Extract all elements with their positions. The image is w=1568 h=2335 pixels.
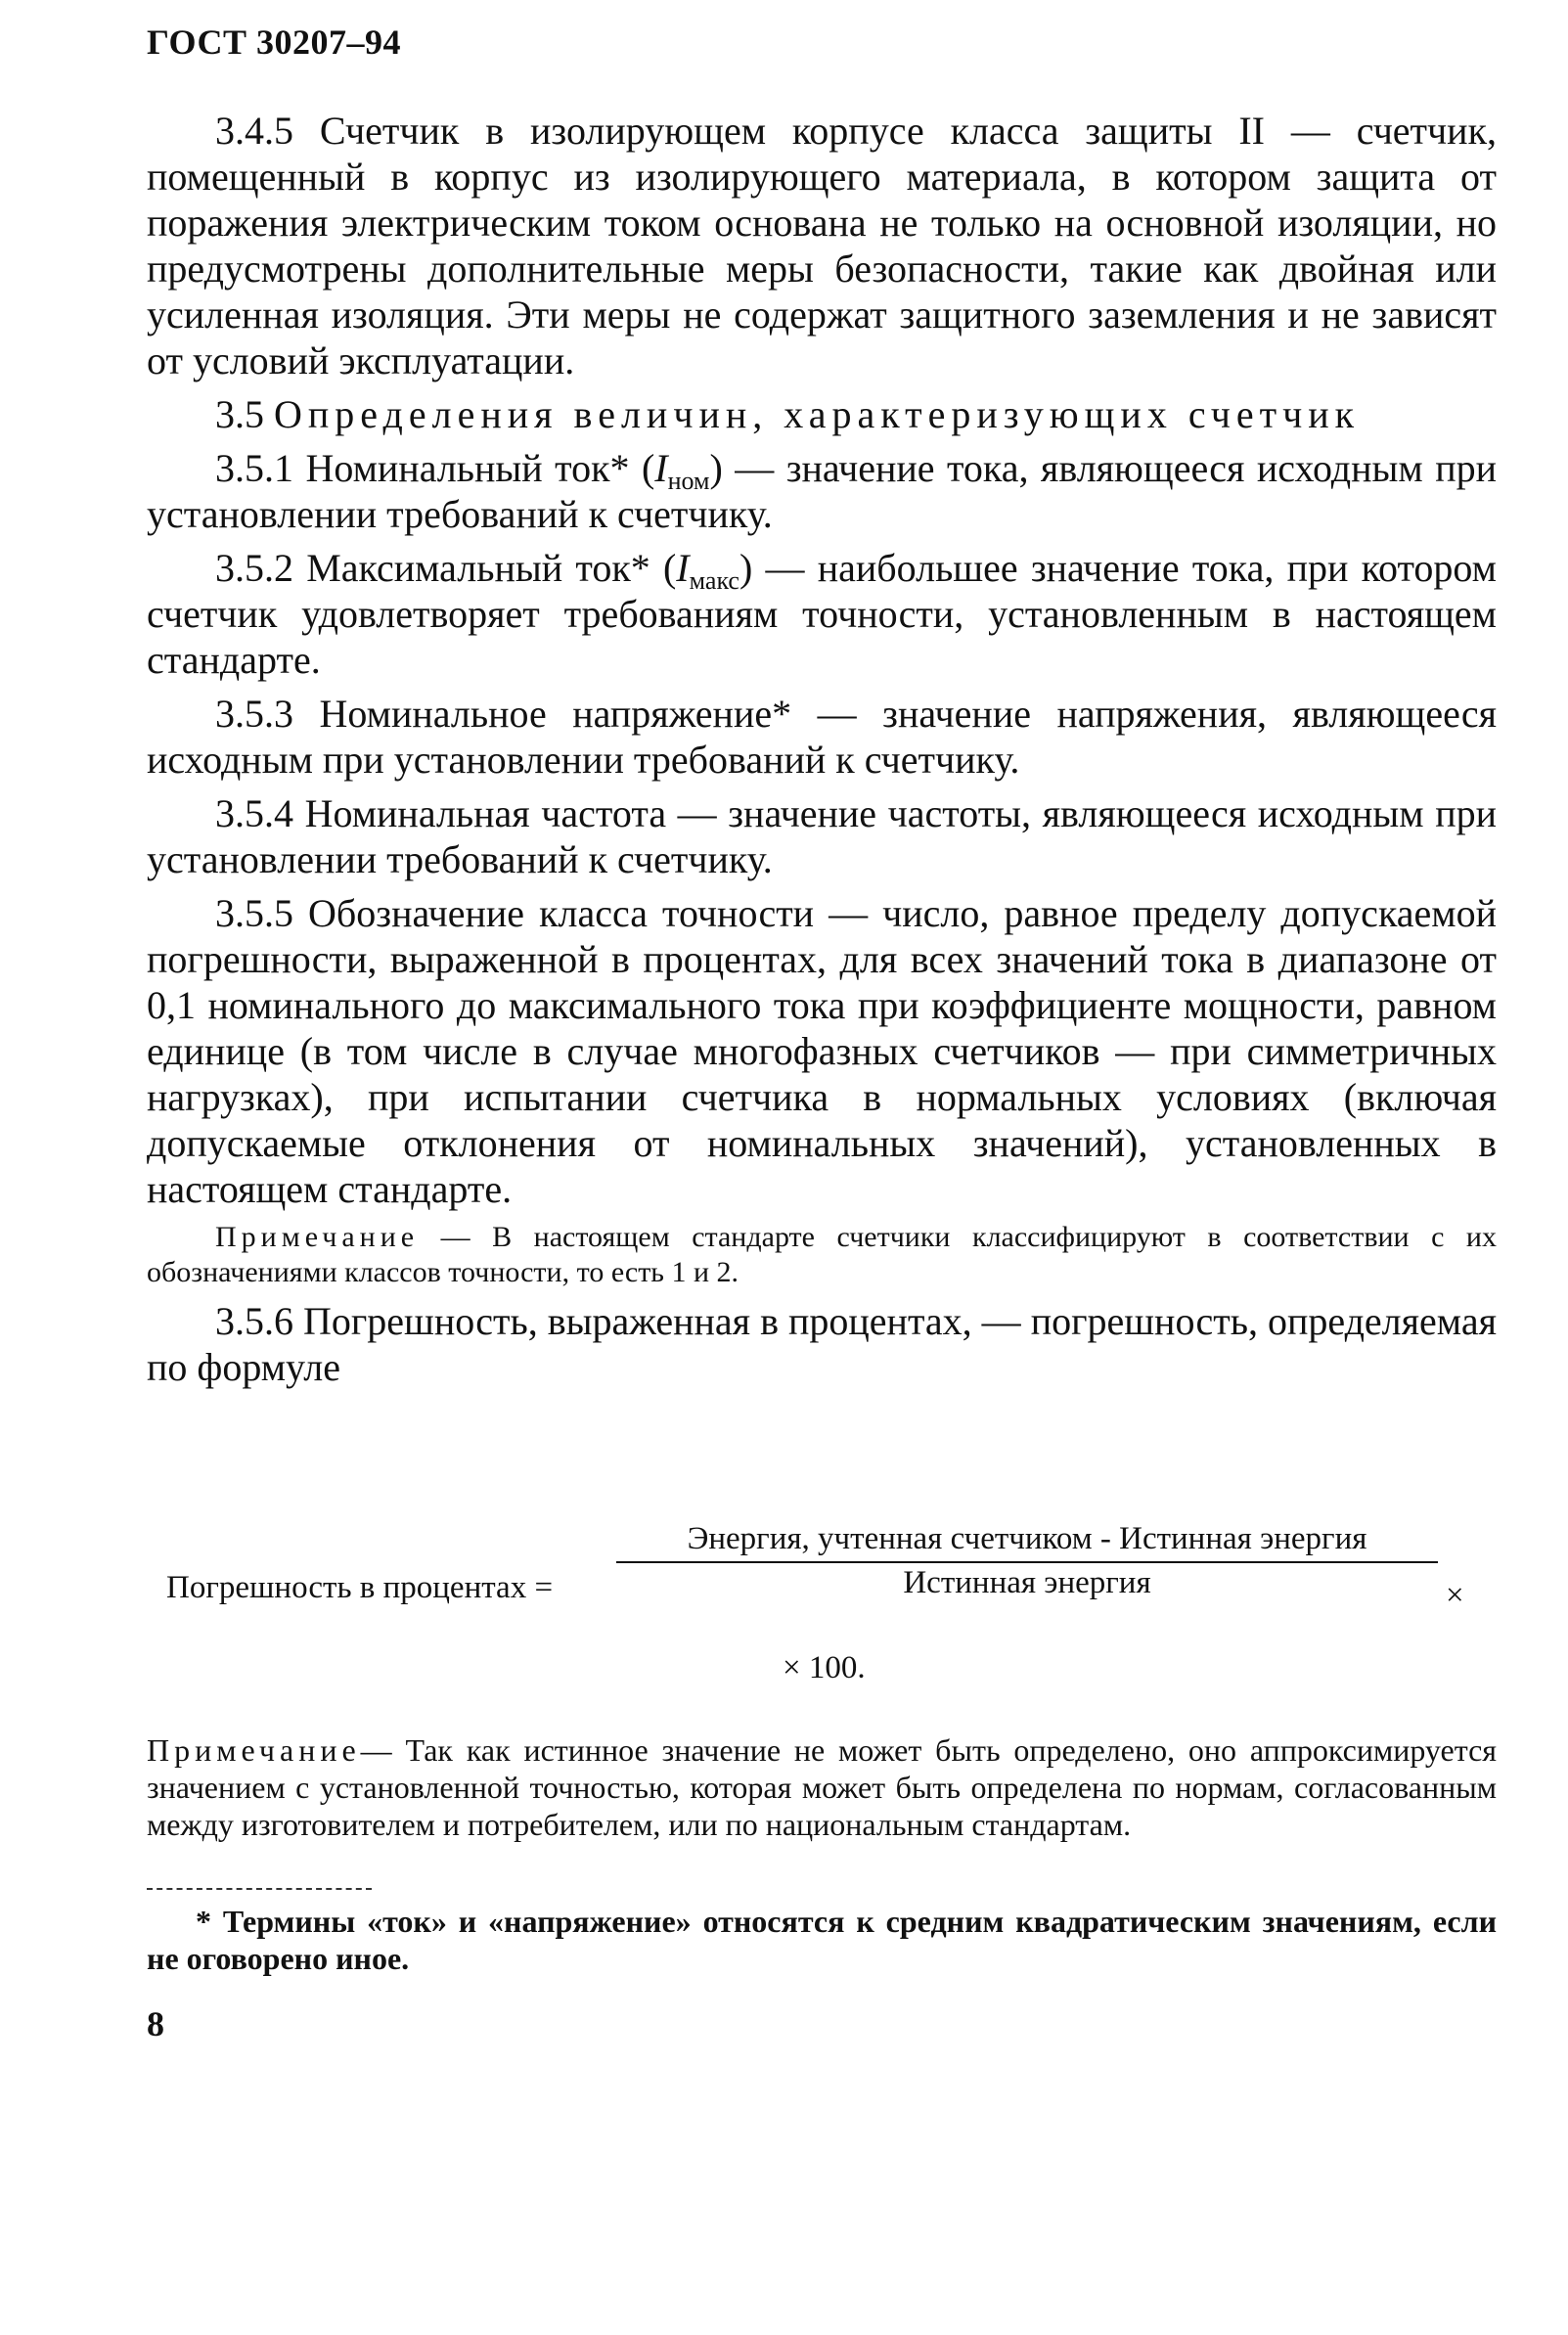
footnote-divider [147,1888,372,1890]
page-header: ГОСТ 30207–94 [147,22,401,62]
paragraph-3-5-2 [147,545,1497,683]
formula-lhs: Погрешность в процентах = [166,1570,554,1605]
document-body [147,108,1497,1398]
note-text: — Так как истинное значение не может быть определено, оно аппроксимируется значением с установленной точностью, которая может быть определена по нормам, согласованным между изготовителем и потребителем, или по национальным стандартам. [147,1732,1497,1842]
paragraph-3-5-1 [147,445,1497,537]
p351-start: 3.5.1 Номинальный ток* ( [215,446,655,490]
formula-times: × [1446,1578,1464,1613]
paragraph-3-5-5: 3.5.5 Обозначение класса точности — число, равное пределу допускаемой погрешности, выраженной в процентах, для всех значений тока в диапазоне от 0,1 номинального до максимального тока при коэффициенте мощности, равном единице (в том числе в случае многофазных счетчиков — при симметричных нагрузках), при испытании счетчика в нормальных условиях (включая допускаемые отклонения от номинальных значений), установленных в настоящем стандарте. [147,891,1497,1211]
formula-numerator: Энергия, учтенная счетчиком - Истинная энергия [687,1521,1367,1556]
formula-fraction [616,1521,1438,1601]
note-2 [147,1731,1497,1843]
current-subscript: макс [689,566,739,595]
formula-denominator: Истинная энергия [903,1565,1151,1600]
paragraph-3-5-4: 3.5.4 Номинальная частота — значение частоты, являющееся исходным при установлении требований к счетчику. [147,791,1497,881]
p352-start: 3.5.2 Максимальный ток* ( [215,546,677,590]
current-subscript: ном [667,467,710,495]
p352-end: ) — наибольшее значение тока, при котором счетчик удовлетворяет требованиям точности, установленным в настоящем стандарте. [147,546,1497,682]
note-label: Примечание [147,1732,361,1768]
page-number: 8 [147,2004,164,2043]
current-symbol: I [654,446,668,490]
note-label: Примечание [215,1221,420,1253]
paragraph-3-5-6: 3.5.6 Погрешность, выраженная в процентах, — погрешность, определяемая по формуле [147,1299,1497,1389]
error-formula [0,1521,1568,1697]
paragraph-3-4-5: 3.4.5 Счетчик в изолирующем корпусе класса защиты II — счетчик, помещенный в корпус из изолирующего материала, в котором защита от поражения электрическим током основана не только на основной изоляции, но предусмотрены дополнительные меры безопасности, такие как двойная или усиленная изоляция. Эти меры не содержат защитного заземления и не зависят от условий эксплуатации. [147,109,1497,382]
section-title: Определения величин, характеризующих счетчик [274,392,1361,436]
current-symbol: I [676,546,690,590]
note-1 [147,1220,1497,1290]
paragraph-3-5-3: 3.5.3 Номинальное напряжение* — значение напряжения, являющееся исходным при установлении требований к счетчику. [147,692,1497,782]
p351-end: ) — значение тока, являющееся исходным при установлении требований к счетчику. [147,446,1498,536]
note-text: — В настоящем стандарте счетчики классифицируют в соответствии с их обозначениями классов точности, то есть 1 и 2. [147,1221,1497,1288]
footnote: * Термины «ток» и «напряжение» относятся к средним квадратическим значениям, если не оговорено иное. [147,1904,1497,1976]
section-number: 3.5 [215,392,264,436]
section-3-5-heading [147,391,1497,437]
formula-multiplier: × 100. [783,1650,866,1685]
